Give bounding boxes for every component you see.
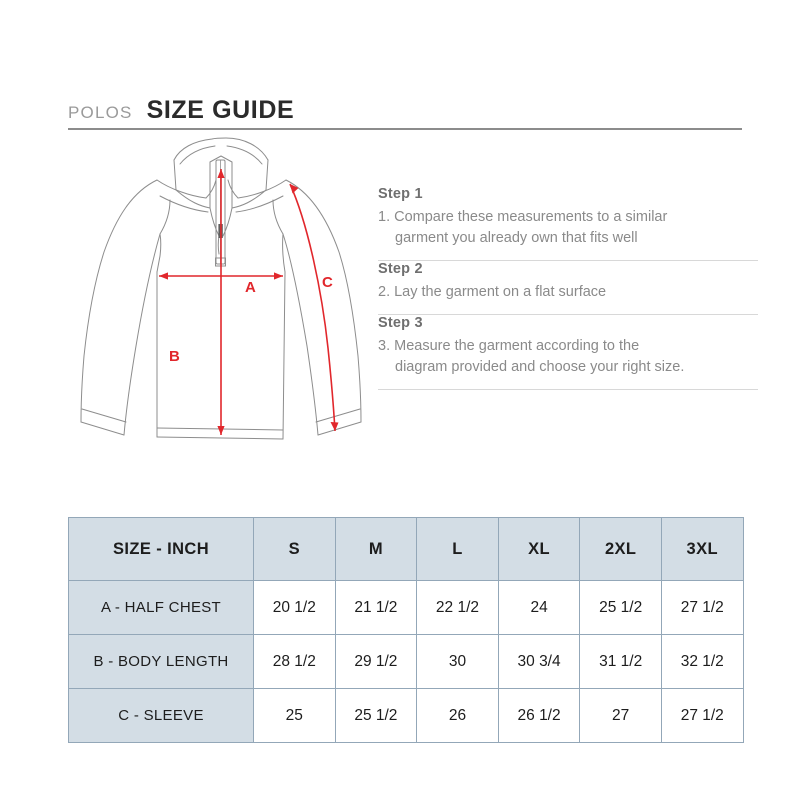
garment-illustration-svg	[60, 132, 390, 467]
step-3	[378, 315, 758, 389]
cell-half-chest-l: 22 1/2	[417, 581, 499, 635]
size-table-body	[69, 581, 744, 743]
table-row	[69, 689, 744, 743]
cell-half-chest-m: 21 1/2	[335, 581, 417, 635]
step-2-text	[378, 282, 758, 303]
garment-diagram	[60, 132, 390, 467]
step-2-title: Step 2	[378, 261, 423, 278]
step-3-line-1: 3. Measure the garment according to the	[378, 338, 640, 355]
table-header-label: SIZE - INCH	[69, 518, 254, 581]
step-3-title: Step 3	[378, 315, 423, 332]
cell-body-length-2xl: 31 1/2	[580, 635, 662, 689]
cell-sleeve-3xl: 27 1/2	[661, 689, 743, 743]
row-label-sleeve: C - SLEEVE	[69, 689, 254, 743]
step-3-text	[378, 336, 758, 378]
row-label-half-chest: A - HALF CHEST	[69, 581, 254, 635]
cell-body-length-3xl: 32 1/2	[661, 635, 743, 689]
cell-half-chest-xl: 24	[498, 581, 580, 635]
step-1-text	[378, 207, 758, 249]
cell-sleeve-l: 26	[417, 689, 499, 743]
cell-half-chest-3xl: 27 1/2	[661, 581, 743, 635]
size-table-container	[68, 517, 743, 743]
step-divider-3	[378, 389, 758, 390]
table-header-size-l: L	[417, 518, 499, 581]
size-table	[68, 517, 744, 743]
cell-half-chest-2xl: 25 1/2	[580, 581, 662, 635]
cell-sleeve-xl: 26 1/2	[498, 689, 580, 743]
category-eyebrow: POLOS	[68, 103, 133, 122]
row-label-body-length: B - BODY LENGTH	[69, 635, 254, 689]
steps-panel	[378, 186, 758, 390]
step-1-line-2: garment you already own that fits well	[395, 230, 638, 247]
cell-body-length-l: 30	[417, 635, 499, 689]
cell-body-length-m: 29 1/2	[335, 635, 417, 689]
cell-sleeve-m: 25 1/2	[335, 689, 417, 743]
page-title: SIZE GUIDE	[146, 96, 295, 124]
measure-label-a: A	[245, 279, 256, 296]
table-row	[69, 635, 744, 689]
cell-body-length-xl: 30 3/4	[498, 635, 580, 689]
cell-sleeve-2xl: 27	[580, 689, 662, 743]
measure-label-b: B	[169, 348, 180, 365]
table-header-size-2xl: 2XL	[580, 518, 662, 581]
step-1-title: Step 1	[378, 186, 423, 202]
step-2	[378, 261, 758, 314]
step-1	[378, 186, 758, 260]
step-3-line-2: diagram provided and choose your right size.	[395, 359, 685, 376]
cell-body-length-s: 28 1/2	[254, 635, 336, 689]
table-row	[69, 581, 744, 635]
cell-half-chest-s: 20 1/2	[254, 581, 336, 635]
header-divider	[68, 128, 742, 130]
page-header	[68, 96, 742, 130]
cell-sleeve-s: 25	[254, 689, 336, 743]
table-header-row	[69, 518, 744, 581]
size-table-head	[69, 518, 744, 581]
step-1-line-1: 1. Compare these measurements to a similar	[378, 209, 668, 225]
table-header-size-m: M	[335, 518, 417, 581]
table-header-size-s: S	[254, 518, 336, 581]
measure-label-c: C	[322, 274, 333, 291]
table-header-size-3xl: 3XL	[661, 518, 743, 581]
table-header-size-xl: XL	[498, 518, 580, 581]
step-2-line-1: 2. Lay the garment on a flat surface	[378, 284, 607, 301]
